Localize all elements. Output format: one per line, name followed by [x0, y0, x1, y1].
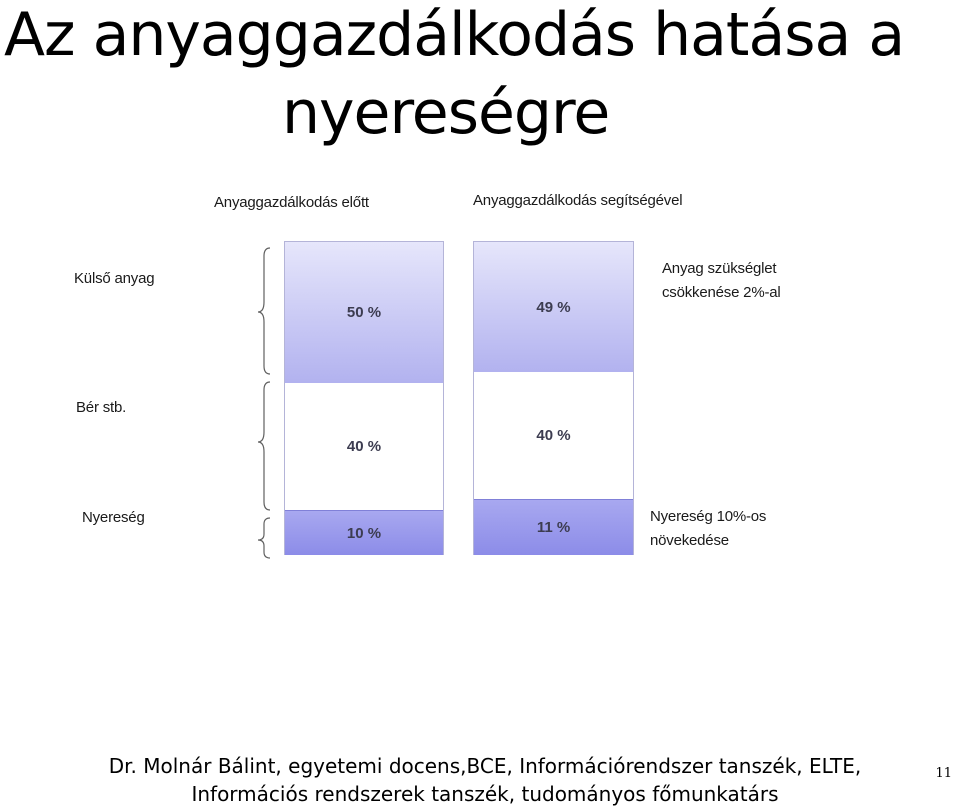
brace-material [258, 248, 270, 374]
segment-wages-after-value: 40 % [536, 427, 571, 444]
label-external-material: Külső anyag [74, 270, 155, 287]
slide-title [4, 0, 954, 152]
column-after [473, 241, 634, 555]
column-caption-before: Anyaggazdálkodás előtt [214, 194, 369, 211]
segment-profit-after-value: 11 % [536, 519, 571, 536]
segment-material-before-value: 50 % [346, 304, 382, 321]
footer-line1: Dr. Molnár Bálint, egyetemi docens,BCE, Információrendszer tanszék, ELTE, [108, 754, 862, 778]
note-material-reduction [662, 257, 781, 305]
segment-wages-before-value: 40 % [346, 438, 382, 455]
slide-footer [70, 752, 900, 808]
page-number: 11 [935, 766, 952, 781]
note-profit-line1: Nyereség 10%-os [650, 508, 767, 525]
segment-material-after [474, 242, 633, 373]
segment-wages-before [285, 383, 443, 510]
column-before [284, 241, 444, 555]
slide-title-line1: Az anyaggazdálkodás hatása a [4, 0, 905, 70]
slide-title-line2: nyereségre [282, 78, 610, 148]
segment-material-after-value: 49 % [536, 298, 571, 316]
segment-profit-before [285, 510, 443, 555]
brace-group [256, 240, 276, 562]
label-profit: Nyereség [82, 509, 145, 526]
segment-profit-before-value: 10 % [346, 524, 382, 542]
brace-wages [258, 382, 270, 510]
label-wages: Bér stb. [76, 399, 127, 416]
note-profit-line2: növekedése [650, 532, 729, 549]
segment-profit-after [474, 499, 633, 555]
brace-profit [258, 518, 270, 558]
segment-wages-after [474, 372, 633, 499]
note-material-line2: csökkenése 2%-al [662, 284, 781, 301]
note-profit-growth [650, 505, 766, 553]
column-caption-after: Anyaggazdálkodás segítségével [473, 192, 683, 209]
segment-material-before [285, 242, 443, 384]
footer-line2: Információs rendszerek tanszék, tudományos főmunkatárs [191, 782, 779, 806]
note-material-line1: Anyag szükséglet [662, 260, 777, 277]
